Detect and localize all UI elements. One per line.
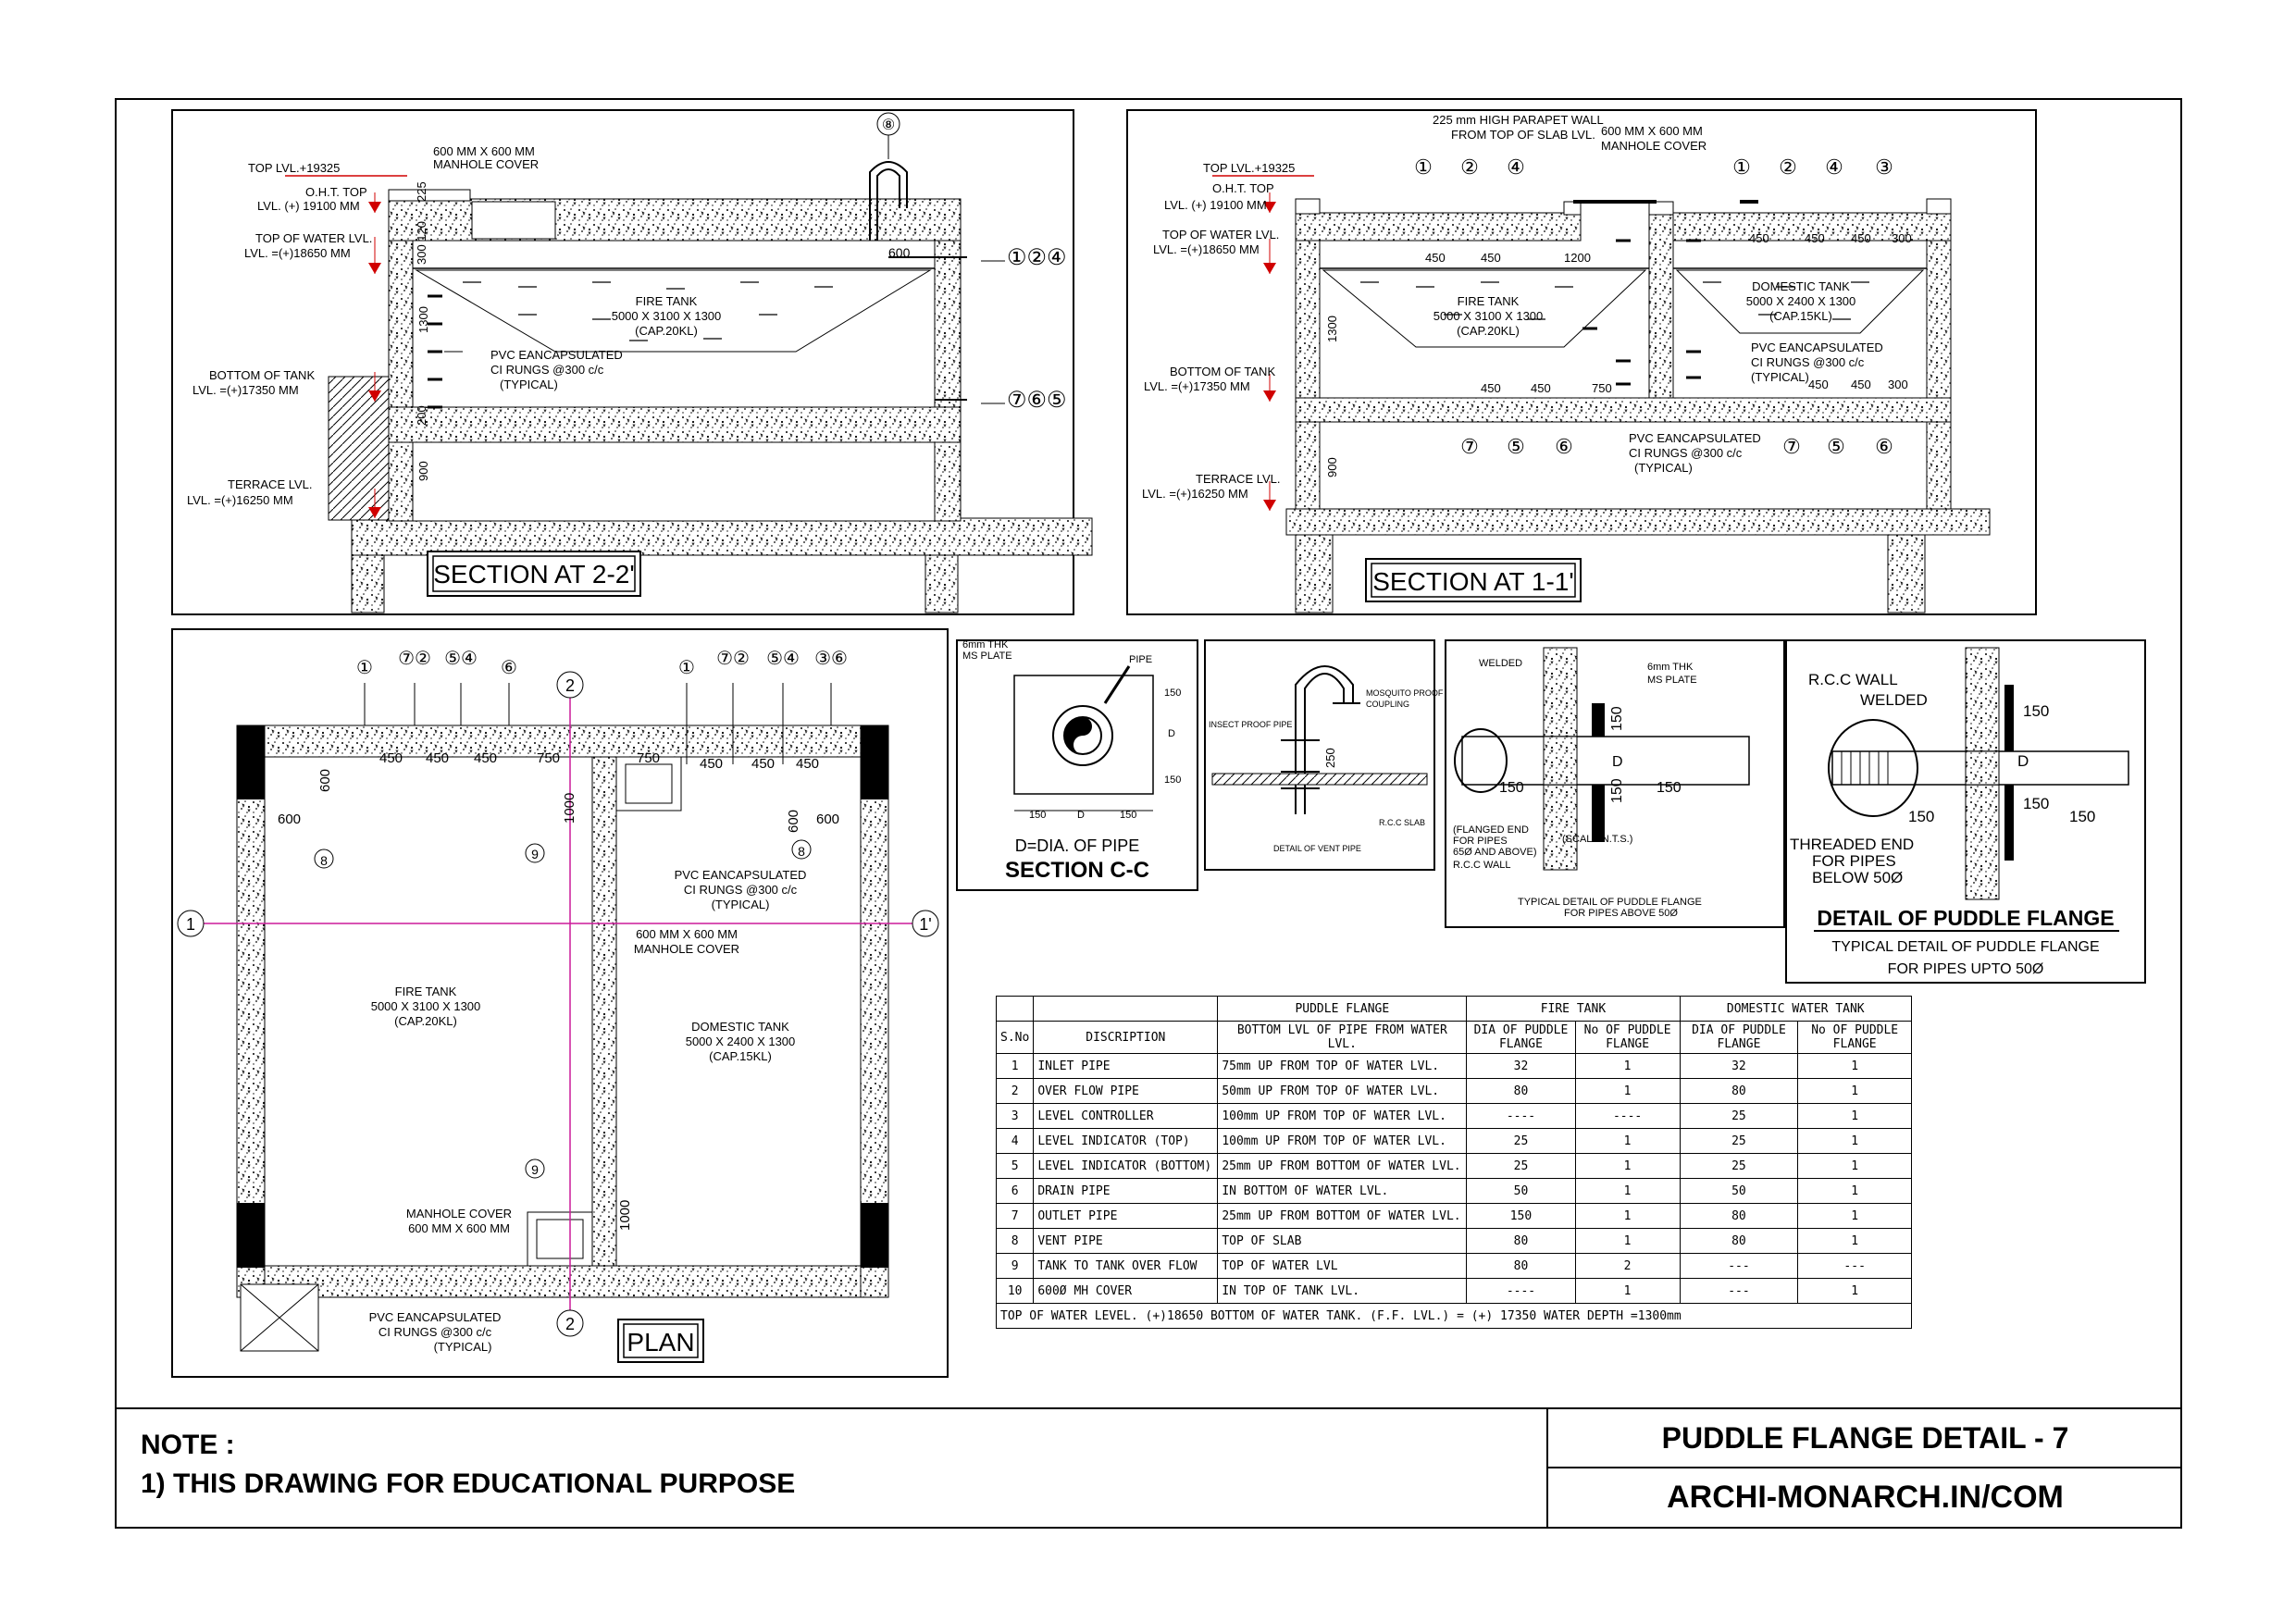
fl-rcc: R.C.C WALL bbox=[1453, 860, 1511, 871]
section-11-title: SECTION AT 1-1' bbox=[1372, 567, 1574, 596]
dim-600: 600 bbox=[888, 245, 911, 260]
manhole-1-11: 600 MM X 600 MM bbox=[1601, 124, 1703, 138]
table-row bbox=[997, 1079, 1912, 1104]
pd-450e: 450 bbox=[751, 756, 776, 772]
pd-600c: 600 bbox=[317, 768, 333, 792]
scc-d150a: 150 bbox=[1029, 810, 1047, 821]
dim-900-11: 900 bbox=[1325, 457, 1339, 477]
pd-450d: 450 bbox=[700, 756, 724, 772]
schedule-h-fno: No OF PUDDLE FLANGE bbox=[1575, 1022, 1680, 1054]
tags-right-bottom: ⑦⑥⑤ bbox=[1007, 388, 1067, 413]
pvc-3: (TYPICAL) bbox=[500, 378, 558, 391]
axis-2-top: 2 bbox=[565, 676, 576, 695]
fl-d150a: 150 bbox=[1499, 780, 1524, 796]
pvc-2-11b: CI RUNGS @300 c/c bbox=[1629, 446, 1743, 460]
plan-fire-1: FIRE TANK bbox=[394, 985, 457, 998]
pvc-1-11a: PVC EANCAPSULATED bbox=[1751, 341, 1883, 354]
scc-plate-2: MS PLATE bbox=[962, 650, 1012, 662]
table-row bbox=[997, 1254, 1912, 1279]
tags-right-top: ①②④ bbox=[1007, 245, 1067, 270]
tag-11-bot-r3: ⑥ bbox=[1875, 435, 1893, 458]
tag-11-bot-r1: ⑦ bbox=[1782, 435, 1801, 458]
schedule-group-row bbox=[997, 997, 1912, 1022]
section-22-title: SECTION AT 2-2' bbox=[433, 560, 635, 588]
plan-mh-2: MANHOLE COVER bbox=[633, 942, 740, 956]
schedule-footer: TOP OF WATER LEVEL. (+)18650 BOTTOM OF WATER TANK. (F.F. LVL.) = (+) 17350 WATER DEPTH =1300mm bbox=[997, 1304, 1912, 1329]
table-row bbox=[997, 1054, 1912, 1079]
plan-mhb-1: MANHOLE COVER bbox=[405, 1207, 513, 1220]
pd-750b: 750 bbox=[637, 750, 661, 766]
schedule-h-ddia: DIA OF PUDDLE FLANGE bbox=[1680, 1022, 1798, 1054]
scc-dD2: D bbox=[1168, 728, 1175, 739]
pd-450a: 450 bbox=[379, 750, 403, 766]
drawing-title: PUDDLE FLANGE DETAIL - 7 bbox=[1548, 1409, 2182, 1468]
schedule-cell-f-no: 1 bbox=[1575, 1054, 1680, 1079]
schedule-cell-level: IN TOP OF TANK LVL. bbox=[1218, 1279, 1467, 1304]
dim-450e: 450 bbox=[1851, 231, 1871, 245]
schedule-cell-d-dia: 32 bbox=[1680, 1054, 1798, 1079]
dim-stack: 300 120 bbox=[415, 221, 428, 265]
schedule-cell-f-dia: ---- bbox=[1467, 1104, 1575, 1129]
schedule-cell-sno: 6 bbox=[997, 1179, 1034, 1204]
schedule-cell-d-no: 1 bbox=[1798, 1079, 1912, 1104]
schedule-cell-level: 25mm UP FROM BOTTOM OF WATER LVL. bbox=[1218, 1204, 1467, 1229]
dim-300b: 300 bbox=[1888, 378, 1908, 391]
vent-caption: DETAIL OF VENT PIPE bbox=[1273, 844, 1361, 853]
dim-450f: 450 bbox=[1481, 381, 1501, 395]
schedule-cell-desc: VENT PIPE bbox=[1034, 1229, 1218, 1254]
plan-pvcb-3: (TYPICAL) bbox=[433, 1340, 492, 1354]
schedule-group-dom: DOMESTIC WATER TANK bbox=[1680, 997, 1911, 1022]
fs-thr-3: BELOW 50Ø bbox=[1812, 869, 1904, 886]
schedule-cell-d-no: 1 bbox=[1798, 1204, 1912, 1229]
schedule-cell-desc: 600Ø MH COVER bbox=[1034, 1279, 1218, 1304]
plan-pvc-1: PVC EANCAPSULATED bbox=[674, 868, 807, 882]
fl-d150b: 150 bbox=[1657, 780, 1682, 796]
schedule-h-desc: DISCRIPTION bbox=[1034, 1022, 1218, 1054]
schedule-cell-d-no: 1 bbox=[1798, 1054, 1912, 1079]
schedule-cell-sno: 7 bbox=[997, 1204, 1034, 1229]
tag-11-bot-l3: ⑥ bbox=[1555, 435, 1573, 458]
schedule-footer-row bbox=[997, 1304, 1912, 1329]
pvc-2: CI RUNGS @300 c/c bbox=[490, 363, 604, 377]
svg-text:9: 9 bbox=[531, 1162, 539, 1177]
table-row bbox=[997, 1229, 1912, 1254]
pvc-2-11a: CI RUNGS @300 c/c bbox=[1751, 355, 1865, 369]
schedule-cell-f-no: ---- bbox=[1575, 1104, 1680, 1129]
water-lvl-11: LVL. =(+)18650 MM bbox=[1153, 242, 1260, 256]
tank-2: 5000 X 3100 X 1300 bbox=[611, 309, 722, 323]
oht-top-11: O.H.T. TOP bbox=[1212, 181, 1274, 195]
fs-thr-1: THREADED END bbox=[1790, 836, 1915, 853]
oht-top: O.H.T. TOP bbox=[305, 185, 367, 199]
plan-title: PLAN bbox=[627, 1328, 695, 1357]
plan-pvc-3: (TYPICAL) bbox=[711, 898, 770, 911]
schedule-cell-d-dia: 50 bbox=[1680, 1179, 1798, 1204]
plan-fire-2: 5000 X 3100 X 1300 bbox=[370, 999, 481, 1013]
fl-scale: (SCALE N.T.S.) bbox=[1562, 834, 1633, 845]
pd-450f: 450 bbox=[796, 756, 820, 772]
pd-450b: 450 bbox=[426, 750, 450, 766]
table-row bbox=[997, 1204, 1912, 1229]
plan-tag-l2: ⑦② bbox=[398, 649, 431, 669]
schedule-h-dno: No OF PUDDLE FLANGE bbox=[1798, 1022, 1912, 1054]
schedule-cell-f-dia: 150 bbox=[1467, 1204, 1575, 1229]
parapet-2: FROM TOP OF SLAB LVL. bbox=[1451, 128, 1595, 142]
water-lvl: LVL. =(+)18650 MM bbox=[244, 246, 351, 260]
vent-right-2: COUPLING bbox=[1366, 700, 1410, 709]
schedule-cell-d-no: 1 bbox=[1798, 1279, 1912, 1304]
schedule-cell-sno: 8 bbox=[997, 1229, 1034, 1254]
fl-d150d: 150 bbox=[1609, 778, 1625, 803]
manhole-2: MANHOLE COVER bbox=[433, 157, 540, 171]
table-row bbox=[997, 1129, 1912, 1154]
schedule-cell-desc: DRAIN PIPE bbox=[1034, 1179, 1218, 1204]
schedule-cell-desc: OUTLET PIPE bbox=[1034, 1204, 1218, 1229]
terrace-lvl: LVL. =(+)16250 MM bbox=[187, 493, 293, 507]
dim-450c: 450 bbox=[1749, 231, 1769, 245]
schedule-cell-d-no: --- bbox=[1798, 1254, 1912, 1279]
dom-1-11: DOMESTIC TANK bbox=[1752, 279, 1850, 293]
plan-tag-r4: ③⑥ bbox=[814, 649, 848, 669]
schedule-cell-f-no: 1 bbox=[1575, 1079, 1680, 1104]
schedule-cell-d-dia: 80 bbox=[1680, 1204, 1798, 1229]
plan-tag-r1: ① bbox=[678, 658, 695, 678]
schedule-cell-d-dia: --- bbox=[1680, 1279, 1798, 1304]
fs-sub-2: FOR PIPES UPTO 50Ø bbox=[1887, 961, 2044, 977]
terrace-11: TERRACE LVL. bbox=[1196, 472, 1281, 486]
schedule-cell-f-dia: 32 bbox=[1467, 1054, 1575, 1079]
schedule-cell-d-no: 1 bbox=[1798, 1129, 1912, 1154]
pd-600d: 600 bbox=[786, 809, 801, 833]
fs-thr-2: FOR PIPES bbox=[1812, 852, 1896, 870]
pd-750a: 750 bbox=[537, 750, 561, 766]
svg-text:8: 8 bbox=[798, 844, 805, 859]
scc-d150c: 150 bbox=[1164, 688, 1182, 699]
fs-rcc: R.C.C WALL bbox=[1808, 671, 1898, 688]
manhole-2-11: MANHOLE COVER bbox=[1601, 139, 1707, 153]
plan-pvcb-2: CI RUNGS @300 c/c bbox=[378, 1325, 492, 1339]
oht-lvl: LVL. (+) 19100 MM bbox=[257, 199, 360, 213]
tag-11-top-r1: ① bbox=[1732, 155, 1751, 179]
schedule-h-fdia: DIA OF PUDDLE FLANGE bbox=[1467, 1022, 1575, 1054]
vent-right-1: MOSQUITO PROOF bbox=[1366, 688, 1444, 698]
schedule-cell-level: 25mm UP FROM BOTTOM OF WATER LVL. bbox=[1218, 1154, 1467, 1179]
dim-450i: 450 bbox=[1851, 378, 1871, 391]
scc-pipe: PIPE bbox=[1129, 654, 1153, 665]
schedule-cell-f-no: 2 bbox=[1575, 1254, 1680, 1279]
pd-600b: 600 bbox=[816, 812, 840, 827]
fire-3-11: (CAP.20KL) bbox=[1457, 324, 1520, 338]
tag-8: ⑧ bbox=[881, 118, 896, 133]
schedule-body bbox=[997, 1054, 1912, 1304]
schedule-cell-f-dia: 50 bbox=[1467, 1179, 1575, 1204]
scc-title: SECTION C-C bbox=[1005, 858, 1149, 883]
tank-bottom-11: BOTTOM OF TANK bbox=[1170, 365, 1276, 378]
axis-1p: 1' bbox=[919, 915, 932, 934]
fire-2-11: 5000 X 3100 X 1300 bbox=[1433, 309, 1544, 323]
scc-d150b: 150 bbox=[1120, 810, 1137, 821]
site-name: ARCHI-MONARCH.IN/COM bbox=[1667, 1480, 2064, 1515]
water-top-11: TOP OF WATER LVL. bbox=[1162, 228, 1280, 242]
tag-11-top-l3: ④ bbox=[1507, 155, 1525, 179]
pvc-1: PVC EANCAPSULATED bbox=[490, 348, 623, 362]
schedule-cell-d-no: 1 bbox=[1798, 1154, 1912, 1179]
svg-text:8: 8 bbox=[320, 853, 328, 868]
schedule-cell-d-dia: 25 bbox=[1680, 1154, 1798, 1179]
plan-fire-3: (CAP.20KL) bbox=[394, 1014, 457, 1028]
fl-plate-2: MS PLATE bbox=[1647, 675, 1697, 686]
schedule-cell-d-dia: 80 bbox=[1680, 1079, 1798, 1104]
tag-11-top-l2: ② bbox=[1460, 155, 1479, 179]
plan-pvc-2: CI RUNGS @300 c/c bbox=[683, 883, 798, 897]
schedule-cell-level: 100mm UP FROM TOP OF WATER LVL. bbox=[1218, 1129, 1467, 1154]
fs-d150a: 150 bbox=[2023, 702, 2050, 720]
schedule-group-fire: FIRE TANK bbox=[1467, 997, 1680, 1022]
pd-450c: 450 bbox=[474, 750, 498, 766]
dim-1300: 1300 bbox=[416, 306, 430, 333]
plan-tag-l3: ⑤④ bbox=[444, 649, 478, 669]
oht-lvl-11: LVL. (+) 19100 MM bbox=[1164, 198, 1267, 212]
schedule-cell-desc: LEVEL CONTROLLER bbox=[1034, 1104, 1218, 1129]
dom-2-11: 5000 X 2400 X 1300 bbox=[1745, 294, 1856, 308]
schedule-cell-desc: OVER FLOW PIPE bbox=[1034, 1079, 1218, 1104]
tag-11-top-l1: ① bbox=[1414, 155, 1433, 179]
terrace: TERRACE LVL. bbox=[228, 477, 313, 491]
schedule-blank-2 bbox=[1034, 997, 1218, 1022]
puddle-flange-schedule bbox=[996, 996, 1912, 1329]
schedule-cell-sno: 10 bbox=[997, 1279, 1034, 1304]
schedule-cell-level: 75mm UP FROM TOP OF WATER LVL. bbox=[1218, 1054, 1467, 1079]
fl-welded: WELDED bbox=[1479, 658, 1523, 669]
plan-dom-1: DOMESTIC TANK bbox=[691, 1020, 789, 1034]
scc-d150d: 150 bbox=[1164, 774, 1182, 786]
schedule-cell-sno: 3 bbox=[997, 1104, 1034, 1129]
pd-1000b: 1000 bbox=[617, 1199, 633, 1231]
fs-dD: D bbox=[2017, 752, 2029, 770]
tank-bottom-lvl-11: LVL. =(+)17350 MM bbox=[1144, 379, 1250, 393]
dim-1300-11: 1300 bbox=[1325, 316, 1339, 342]
water-top: TOP OF WATER LVL. bbox=[255, 231, 373, 245]
fs-title: DETAIL OF PUDDLE FLANGE bbox=[1817, 906, 2115, 930]
dim-900: 900 bbox=[416, 461, 430, 481]
tank-1: FIRE TANK bbox=[635, 294, 698, 308]
schedule-cell-level: 100mm UP FROM TOP OF WATER LVL. bbox=[1218, 1104, 1467, 1129]
plan-tag-l4: ⑥ bbox=[501, 658, 517, 678]
fl-flanged-2: FOR PIPES bbox=[1453, 836, 1508, 847]
tag-11-bot-r2: ⑤ bbox=[1827, 435, 1845, 458]
fl-flanged-3: 65Ø AND ABOVE) bbox=[1453, 847, 1537, 858]
schedule-cell-f-dia: 25 bbox=[1467, 1154, 1575, 1179]
schedule-cell-level: TOP OF SLAB bbox=[1218, 1229, 1467, 1254]
flange-large-detail bbox=[1446, 640, 1784, 927]
schedule-cell-sno: 4 bbox=[997, 1129, 1034, 1154]
schedule-cell-d-dia: 80 bbox=[1680, 1229, 1798, 1254]
fl-flanged-1: (FLANGED END bbox=[1453, 824, 1529, 836]
tag-11-top-r3: ④ bbox=[1825, 155, 1843, 179]
fire-1-11: FIRE TANK bbox=[1457, 294, 1520, 308]
fs-sub-1: TYPICAL DETAIL OF PUDDLE FLANGE bbox=[1831, 939, 2100, 955]
fs-d150b: 150 bbox=[2023, 795, 2050, 812]
schedule-cell-f-dia: 25 bbox=[1467, 1129, 1575, 1154]
scc-plate-1: 6mm THK bbox=[962, 639, 1009, 650]
plan-mh-1: 600 MM X 600 MM bbox=[636, 927, 738, 941]
schedule-cell-f-no: 1 bbox=[1575, 1279, 1680, 1304]
svg-text:9: 9 bbox=[531, 847, 539, 861]
top-lvl-11: TOP LVL.+19325 bbox=[1203, 161, 1296, 175]
schedule-cell-f-dia: 80 bbox=[1467, 1254, 1575, 1279]
schedule-cell-level: TOP OF WATER LVL bbox=[1218, 1254, 1467, 1279]
axis-1: 1 bbox=[185, 915, 196, 934]
dim-450d: 450 bbox=[1805, 231, 1825, 245]
section-2-2 bbox=[172, 110, 1092, 614]
schedule-cell-sno: 5 bbox=[997, 1154, 1034, 1179]
schedule-cell-sno: 9 bbox=[997, 1254, 1034, 1279]
vent-d250: 250 bbox=[1323, 748, 1337, 768]
schedule-cell-desc: INLET PIPE bbox=[1034, 1054, 1218, 1079]
vent-slab: R.C.C SLAB bbox=[1379, 818, 1426, 827]
dim-450b: 450 bbox=[1481, 251, 1501, 265]
terrace-lvl-11: LVL. =(+)16250 MM bbox=[1142, 487, 1248, 501]
dim-300a: 300 bbox=[1892, 231, 1912, 245]
tank-bottom-lvl: LVL. =(+)17350 MM bbox=[192, 383, 299, 397]
plan-pvcb-1: PVC EANCAPSULATED bbox=[368, 1310, 502, 1324]
schedule-h-sno: S.No bbox=[997, 1022, 1034, 1054]
schedule-cell-desc: LEVEL INDICATOR (TOP) bbox=[1034, 1129, 1218, 1154]
plan-tag-r3: ⑤④ bbox=[766, 649, 800, 669]
table-row bbox=[997, 1104, 1912, 1129]
dim-450h: 450 bbox=[1808, 378, 1829, 391]
scc-dD: D bbox=[1077, 810, 1085, 821]
pvc-3-11b: (TYPICAL) bbox=[1634, 461, 1693, 475]
schedule-cell-desc: TANK TO TANK OVER FLOW bbox=[1034, 1254, 1218, 1279]
table-row bbox=[997, 1279, 1912, 1304]
fl-plate-1: 6mm THK bbox=[1647, 662, 1694, 673]
dim-1200: 1200 bbox=[1564, 251, 1591, 265]
tag-11-top-r4: ③ bbox=[1875, 155, 1893, 179]
schedule-cell-sno: 1 bbox=[997, 1054, 1034, 1079]
schedule-cell-f-no: 1 bbox=[1575, 1129, 1680, 1154]
axis-2-bot: 2 bbox=[565, 1315, 576, 1333]
schedule-h-level: BOTTOM LVL OF PIPE FROM WATER LVL. bbox=[1218, 1022, 1467, 1054]
schedule-cell-d-no: 1 bbox=[1798, 1179, 1912, 1204]
schedule-blank-1 bbox=[997, 997, 1034, 1022]
schedule-cell-d-dia: 25 bbox=[1680, 1129, 1798, 1154]
dim-200: 200 bbox=[415, 405, 428, 426]
schedule-cell-f-dia: 80 bbox=[1467, 1079, 1575, 1104]
pd-1000a: 1000 bbox=[562, 792, 577, 824]
table-row bbox=[997, 1179, 1912, 1204]
note-line-1: 1) THIS DRAWING FOR EDUCATIONAL PURPOSE bbox=[141, 1468, 796, 1499]
schedule-header-row bbox=[997, 1022, 1912, 1054]
dim-450g: 450 bbox=[1531, 381, 1551, 395]
table-row bbox=[997, 1154, 1912, 1179]
fs-welded: WELDED bbox=[1860, 691, 1928, 709]
schedule-group-puddle: PUDDLE FLANGE bbox=[1218, 997, 1467, 1022]
vent-left: INSECT PROOF PIPE bbox=[1209, 720, 1293, 729]
schedule-cell-sno: 2 bbox=[997, 1079, 1034, 1104]
fs-d150d: 150 bbox=[2069, 808, 2096, 825]
plan-tag-l1: ① bbox=[356, 658, 373, 678]
parapet-1: 225 mm HIGH PARAPET WALL bbox=[1433, 113, 1604, 127]
pvc-1-11b: PVC EANCAPSULATED bbox=[1629, 431, 1761, 445]
plan-dom-2: 5000 X 2400 X 1300 bbox=[685, 1035, 796, 1048]
dim-750: 750 bbox=[1592, 381, 1612, 395]
tank-3: (CAP.20KL) bbox=[635, 324, 698, 338]
fl-d150c: 150 bbox=[1609, 706, 1625, 731]
schedule-cell-d-no: 1 bbox=[1798, 1104, 1912, 1129]
title-block bbox=[1546, 1407, 2182, 1529]
plan-dom-3: (CAP.15KL) bbox=[709, 1049, 772, 1063]
flange-small-detail bbox=[1786, 640, 2145, 983]
plan-view bbox=[172, 629, 948, 1377]
tag-11-bot-l2: ⑤ bbox=[1507, 435, 1525, 458]
vent-detail bbox=[1205, 640, 1444, 870]
schedule-cell-level: IN BOTTOM OF WATER LVL. bbox=[1218, 1179, 1467, 1204]
pd-600a: 600 bbox=[278, 812, 302, 827]
schedule-cell-d-no: 1 bbox=[1798, 1229, 1912, 1254]
tag-11-bot-l1: ⑦ bbox=[1460, 435, 1479, 458]
plan-mhb-2: 600 MM X 600 MM bbox=[408, 1221, 510, 1235]
schedule-cell-f-no: 1 bbox=[1575, 1154, 1680, 1179]
pvc-3-11a: (TYPICAL) bbox=[1751, 370, 1809, 384]
schedule-cell-f-dia: 80 bbox=[1467, 1229, 1575, 1254]
schedule-cell-f-dia: ---- bbox=[1467, 1279, 1575, 1304]
dom-3-11: (CAP.15KL) bbox=[1769, 309, 1832, 323]
note-title: NOTE : bbox=[141, 1430, 235, 1460]
top-lvl: TOP LVL.+19325 bbox=[248, 161, 341, 175]
tank-bottom: BOTTOM OF TANK bbox=[209, 368, 316, 382]
manhole-1: 600 MM X 600 MM bbox=[433, 144, 535, 158]
schedule-cell-f-no: 1 bbox=[1575, 1179, 1680, 1204]
dim-450a: 450 bbox=[1425, 251, 1446, 265]
schedule-cell-desc: LEVEL INDICATOR (BOTTOM) bbox=[1034, 1154, 1218, 1179]
plan-tag-r2: ⑦② bbox=[716, 649, 750, 669]
schedule-cell-f-no: 1 bbox=[1575, 1229, 1680, 1254]
tag-11-top-r2: ② bbox=[1779, 155, 1797, 179]
schedule-cell-f-no: 1 bbox=[1575, 1204, 1680, 1229]
fl-dD: D bbox=[1612, 754, 1623, 770]
dim-225: 225 bbox=[415, 181, 428, 202]
section-cc bbox=[957, 639, 1198, 890]
note-block bbox=[115, 1407, 1547, 1529]
schedule-cell-d-dia: --- bbox=[1680, 1254, 1798, 1279]
fl-cap-1: TYPICAL DETAIL OF PUDDLE FLANGE bbox=[1518, 897, 1702, 908]
scc-note: D=DIA. OF PIPE bbox=[1014, 836, 1140, 855]
schedule-cell-level: 50mm UP FROM TOP OF WATER LVL. bbox=[1218, 1079, 1467, 1104]
fs-d150c: 150 bbox=[1908, 808, 1935, 825]
fl-cap-2: FOR PIPES ABOVE 50Ø bbox=[1564, 908, 1678, 919]
section-1-1 bbox=[1127, 110, 2036, 614]
schedule-cell-d-dia: 25 bbox=[1680, 1104, 1798, 1129]
